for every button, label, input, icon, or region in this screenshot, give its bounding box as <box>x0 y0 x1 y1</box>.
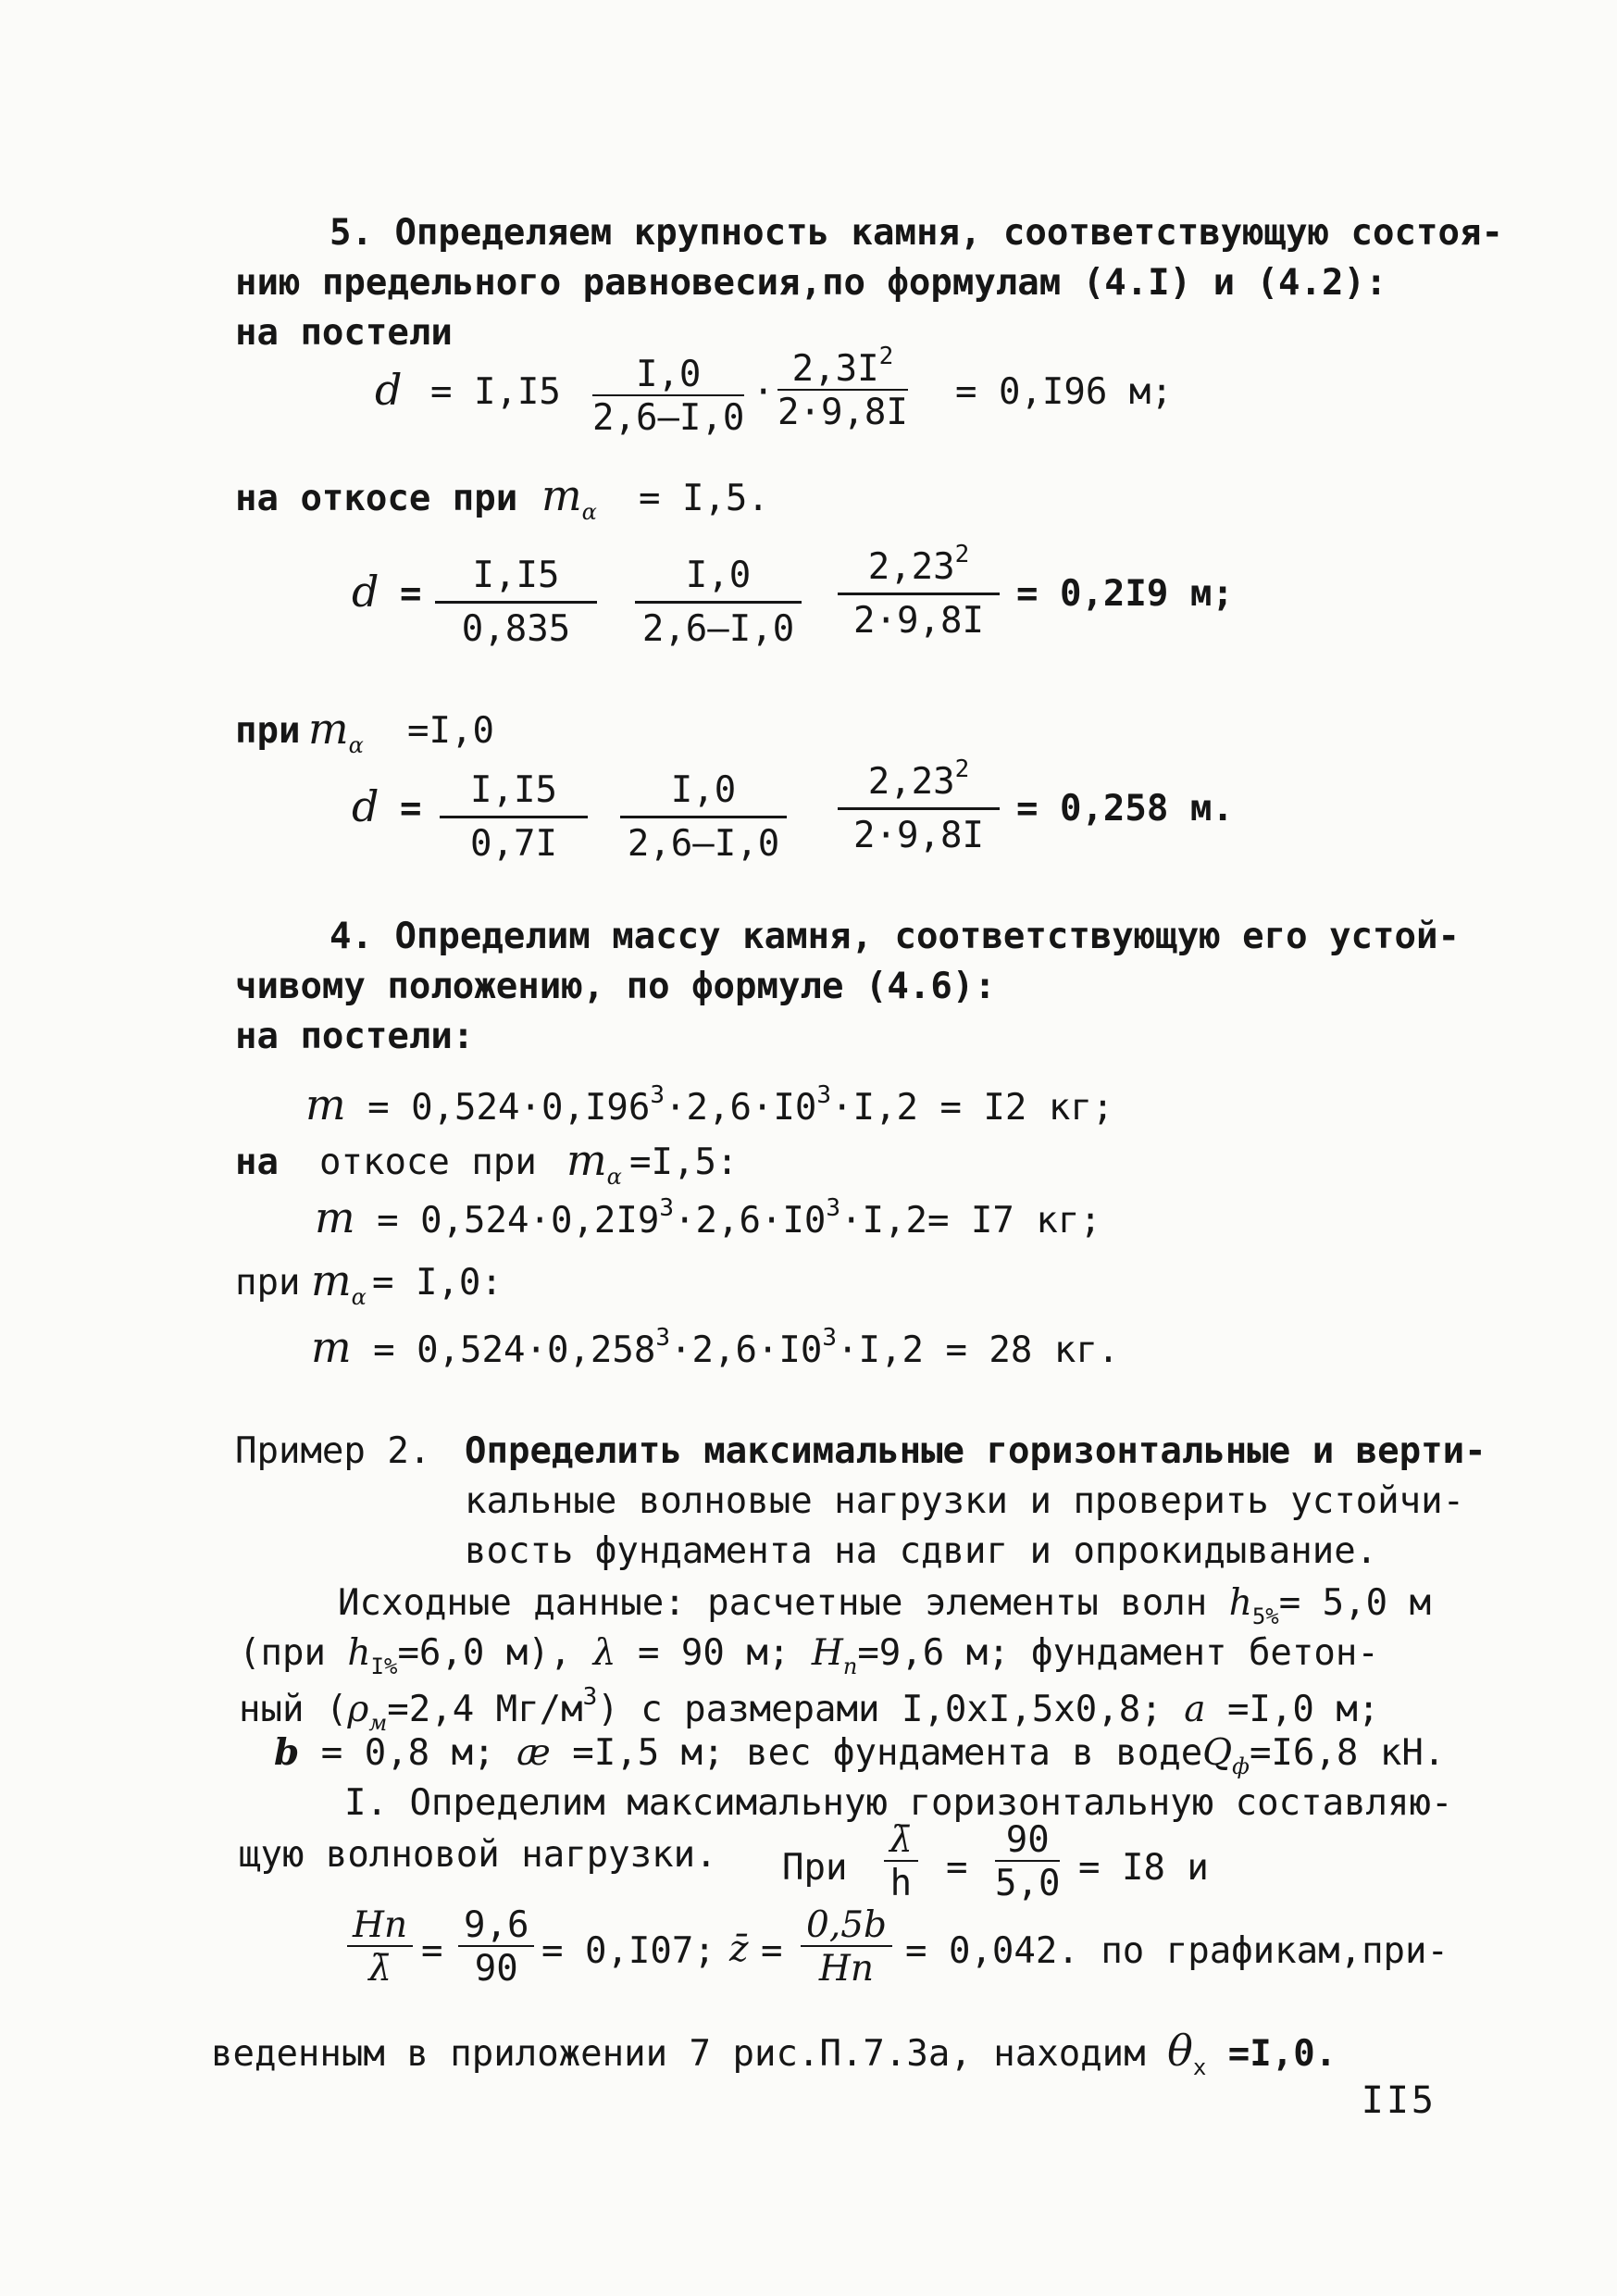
formula3-fraction-a-num: I,I5 <box>440 772 588 818</box>
mass-eq-3 <box>311 1322 1120 1372</box>
formula2-fraction-a <box>435 555 597 650</box>
z-fraction-den: Hп <box>818 1948 875 1990</box>
mass1-pre: = 0,524·0,I96 <box>367 1087 651 1129</box>
lambda-value: = 90 м; <box>637 1632 790 1674</box>
ratio2-result: = I8 и <box>1078 1847 1209 1889</box>
a-symbol: a <box>1184 1689 1206 1730</box>
formula2-fraction-c <box>838 541 1000 642</box>
example2-title-2: кальные волновые нагрузки и проверить устойчи- <box>465 1480 1465 1522</box>
z-eq: = <box>761 1930 783 1972</box>
z-result: = 0,042. по графикам,при- <box>905 1930 1449 1972</box>
input-line-1 <box>338 1582 1432 1629</box>
formula1-fraction-a <box>592 354 745 439</box>
f3-c-base: 2,23 <box>867 761 955 803</box>
pri2-label: при <box>235 1262 301 1304</box>
f1-b-exp: 2 <box>878 343 894 370</box>
m-subscript: α <box>581 499 597 525</box>
input-line-2 <box>239 1632 1379 1679</box>
a-value: =I,0 м; <box>1226 1689 1380 1730</box>
mass-m-1: m <box>305 1079 346 1129</box>
h1-subscript: I% <box>370 1653 398 1679</box>
formula2-lhs: d <box>352 567 379 617</box>
pri2-m <box>311 1255 367 1310</box>
m-subscript-3: α <box>606 1164 622 1190</box>
na-label: на <box>235 1142 279 1183</box>
formula3-fraction-c-den: 2·9,8I <box>853 815 984 856</box>
slope-label: на откосе при <box>235 478 518 519</box>
formula3-eq: = <box>400 788 422 830</box>
slope2-value: =I,5: <box>629 1142 739 1183</box>
h5-value: = 5,0 м <box>1278 1582 1432 1624</box>
mass2-pre: = 0,524·0,2I9 <box>377 1200 660 1242</box>
formula1-fraction-b-num <box>777 344 908 391</box>
h1-value: =6,0 м), <box>397 1632 572 1674</box>
step5-line-3: на постели <box>235 312 453 354</box>
mass3-mid: ·2,6·I0 <box>670 1329 823 1371</box>
input3-rest: ) с размерами I,0хI,5х0,8; <box>597 1689 1163 1730</box>
mass3-exp-b: 3 <box>822 1324 838 1352</box>
formula1-fraction-a-den: 2,6–I,0 <box>592 397 745 439</box>
mass1-exp-a: 3 <box>650 1081 665 1109</box>
b-symbol: b <box>274 1731 300 1774</box>
formula2-fraction-b-den: 2,6–I,0 <box>641 608 795 650</box>
f2-c-base: 2,23 <box>867 546 955 588</box>
Q-symbol: Q <box>1202 1732 1233 1774</box>
input-line-3 <box>239 1685 1379 1734</box>
ratio-9-6-90 <box>458 1904 534 1990</box>
mass2-mid: ·2,6·I0 <box>674 1200 827 1242</box>
theta-symbol: θ <box>1167 2026 1193 2076</box>
formula2-fraction-a-den: 0,835 <box>461 608 571 650</box>
example2-title-3: вость фундамента на сдвиг и опрокидывание. <box>465 1530 1378 1572</box>
mass-m-2: m <box>315 1192 355 1242</box>
h-symbol-1: h <box>1228 1582 1252 1624</box>
pri2-value: = I,0: <box>372 1262 503 1304</box>
page-number: II5 <box>1361 2079 1437 2122</box>
f2-c-exp: 2 <box>954 541 970 568</box>
formula2-fraction-b <box>635 555 802 650</box>
formula2-eq: = <box>400 573 422 615</box>
m-subscript-4: α <box>351 1284 367 1310</box>
formula1-dot: · <box>753 371 775 413</box>
formula1-fraction-b-den: 2·9,8I <box>777 392 908 433</box>
input1-text: Исходные данные: расчетные элементы волн <box>338 1582 1208 1624</box>
formula2-fraction-c-den: 2·9,8I <box>853 600 984 642</box>
formula1-lhs: d <box>375 365 403 415</box>
lambda-symbol: λ <box>592 1632 616 1674</box>
formula3-fraction-c <box>838 757 1000 854</box>
mass3-post: ·I,2 = 28 кг. <box>837 1329 1120 1371</box>
H-symbol: H <box>811 1632 843 1674</box>
H-subscript: п <box>842 1653 858 1679</box>
m-symbol-4: m <box>311 1255 352 1305</box>
formula3-fraction-a-den: 0,7I <box>470 823 557 865</box>
theta-value: =I,0. <box>1227 2033 1337 2075</box>
pri-label: при <box>235 710 301 752</box>
Q-value: =I6,8 кН. <box>1249 1732 1446 1774</box>
Hn-over-lambda-den: λ̄ <box>368 1948 392 1990</box>
mass1-post: ·I,2 = I2 кг; <box>831 1087 1114 1129</box>
m-subscript-2: α <box>348 732 364 758</box>
step5-line-2: нию предельного равновесия,по формулам (4.I) и (4.2): <box>235 262 1387 304</box>
example2-label: Пример 2. <box>235 1430 431 1472</box>
Hn-over-lambda <box>347 1904 413 1990</box>
f3-c-exp: 2 <box>954 755 970 783</box>
formula1-coef: = I,I5 <box>430 371 561 413</box>
mass1-mid: ·2,6·I0 <box>665 1087 817 1129</box>
pri-m <box>308 704 364 758</box>
ratio-90-5 <box>995 1819 1061 1904</box>
slope-m <box>541 470 597 525</box>
mass3-pre: = 0,524·0,258 <box>373 1329 656 1371</box>
theta-subscript: x <box>1192 2054 1207 2080</box>
ratio-90-5-den: 5,0 <box>995 1863 1061 1904</box>
ae-symbol: æ <box>516 1732 551 1774</box>
slope2-label: откосе при <box>319 1142 537 1183</box>
formula3-result: = 0,258 м. <box>1016 788 1234 830</box>
h5-subscript: 5% <box>1251 1603 1279 1629</box>
formula3-fraction-b <box>620 769 787 865</box>
last-line <box>211 2026 1337 2080</box>
mass-eq-2 <box>315 1192 1101 1242</box>
z-fraction-num: 0,5b <box>801 1907 892 1947</box>
rho-value: =2,4 Мг/м <box>387 1689 583 1730</box>
input-line-4 <box>274 1731 1446 1779</box>
step4-line-3: на постели: <box>235 1016 475 1057</box>
ratio1-eq: = <box>946 1847 968 1889</box>
ratio-90-5-num: 90 <box>995 1822 1060 1862</box>
mass-m-3: m <box>311 1322 352 1372</box>
ratio-lambda-h-den: h <box>889 1863 913 1904</box>
formula2-fraction-c-num <box>838 543 1000 595</box>
mass3-exp-a: 3 <box>655 1324 671 1352</box>
formula1-result: = 0,I96 м; <box>955 371 1173 413</box>
m-symbol-3: m <box>566 1135 607 1185</box>
h-symbol-2: h <box>347 1632 371 1674</box>
step1-pri: При <box>782 1847 848 1889</box>
input2-open: (при <box>239 1632 326 1674</box>
last-line-text: веденным в приложении 7 рис.П.7.3а, находим <box>211 2033 1146 2075</box>
rho-symbol: ρ <box>347 1689 369 1730</box>
Q-subscript: ф <box>1232 1753 1250 1779</box>
formula2-result: = 0,2I9 м; <box>1016 573 1234 615</box>
ae-value: =I,5 м; вес фундамента в воде <box>572 1732 1203 1774</box>
mass2-exp-a: 3 <box>659 1194 675 1222</box>
ratio-lambda-h-num: λ̄ <box>884 1822 918 1862</box>
step4-line-2: чивому положению, по формуле (4.6): <box>235 966 996 1007</box>
example2-title-1: Определить максимальные горизонтальные и верти- <box>465 1430 1486 1472</box>
hn-result: = 0,I07; <box>541 1930 715 1972</box>
formula1-fraction-a-num: I,0 <box>592 356 744 396</box>
ratio-9-6-90-num: 9,6 <box>458 1907 534 1947</box>
ratio-9-6-90-den: 90 <box>474 1948 518 1990</box>
m-symbol-2: m <box>308 704 349 754</box>
formula3-lhs: d <box>352 781 379 831</box>
input3-open: ный ( <box>239 1689 348 1730</box>
formula1-fraction-b <box>777 343 908 433</box>
mass-eq-1 <box>305 1079 1114 1129</box>
slope2-m <box>566 1135 622 1190</box>
formula3-fraction-b-num: I,0 <box>620 772 787 818</box>
formula2-fraction-b-num: I,0 <box>635 557 802 604</box>
formula3-fraction-c-num <box>838 757 1000 810</box>
Hn-over-lambda-num: Hп <box>347 1907 413 1947</box>
slope-value: = I,5. <box>639 478 769 519</box>
b-value: = 0,8 м; <box>320 1732 495 1774</box>
formula3-fraction-b-den: 2,6–I,0 <box>627 823 780 865</box>
step1-line-1: I. Определим максимальную горизонтальную составляю- <box>344 1782 1453 1824</box>
m-symbol: m <box>541 470 582 520</box>
step1-line-2: щую волновой нагрузки. <box>239 1834 717 1876</box>
ratio-lambda-h <box>884 1819 918 1904</box>
pri-value: =I,0 <box>407 710 494 752</box>
step4-line-1: 4. Определим массу камня, соответствующую его устой- <box>330 916 1460 957</box>
f1-b-base: 2,3I <box>791 348 879 390</box>
mass2-post: ·I,2= I7 кг; <box>840 1200 1101 1242</box>
z-symbol: z̄ <box>729 1928 749 1970</box>
mass1-exp-b: 3 <box>816 1081 832 1109</box>
hn-eq: = <box>421 1930 443 1972</box>
rho-subscript: м <box>368 1710 388 1736</box>
H-value: =9,6 м; фундамент бетон- <box>857 1632 1379 1674</box>
rho-exp: 3 <box>582 1683 598 1711</box>
formula2-fraction-a-num: I,I5 <box>435 557 597 604</box>
mass2-exp-b: 3 <box>826 1194 841 1222</box>
z-fraction <box>801 1904 892 1990</box>
formula3-fraction-a <box>440 769 588 865</box>
step5-line-1: 5. Определяем крупность камня, соответствующую состоя- <box>330 212 1503 254</box>
